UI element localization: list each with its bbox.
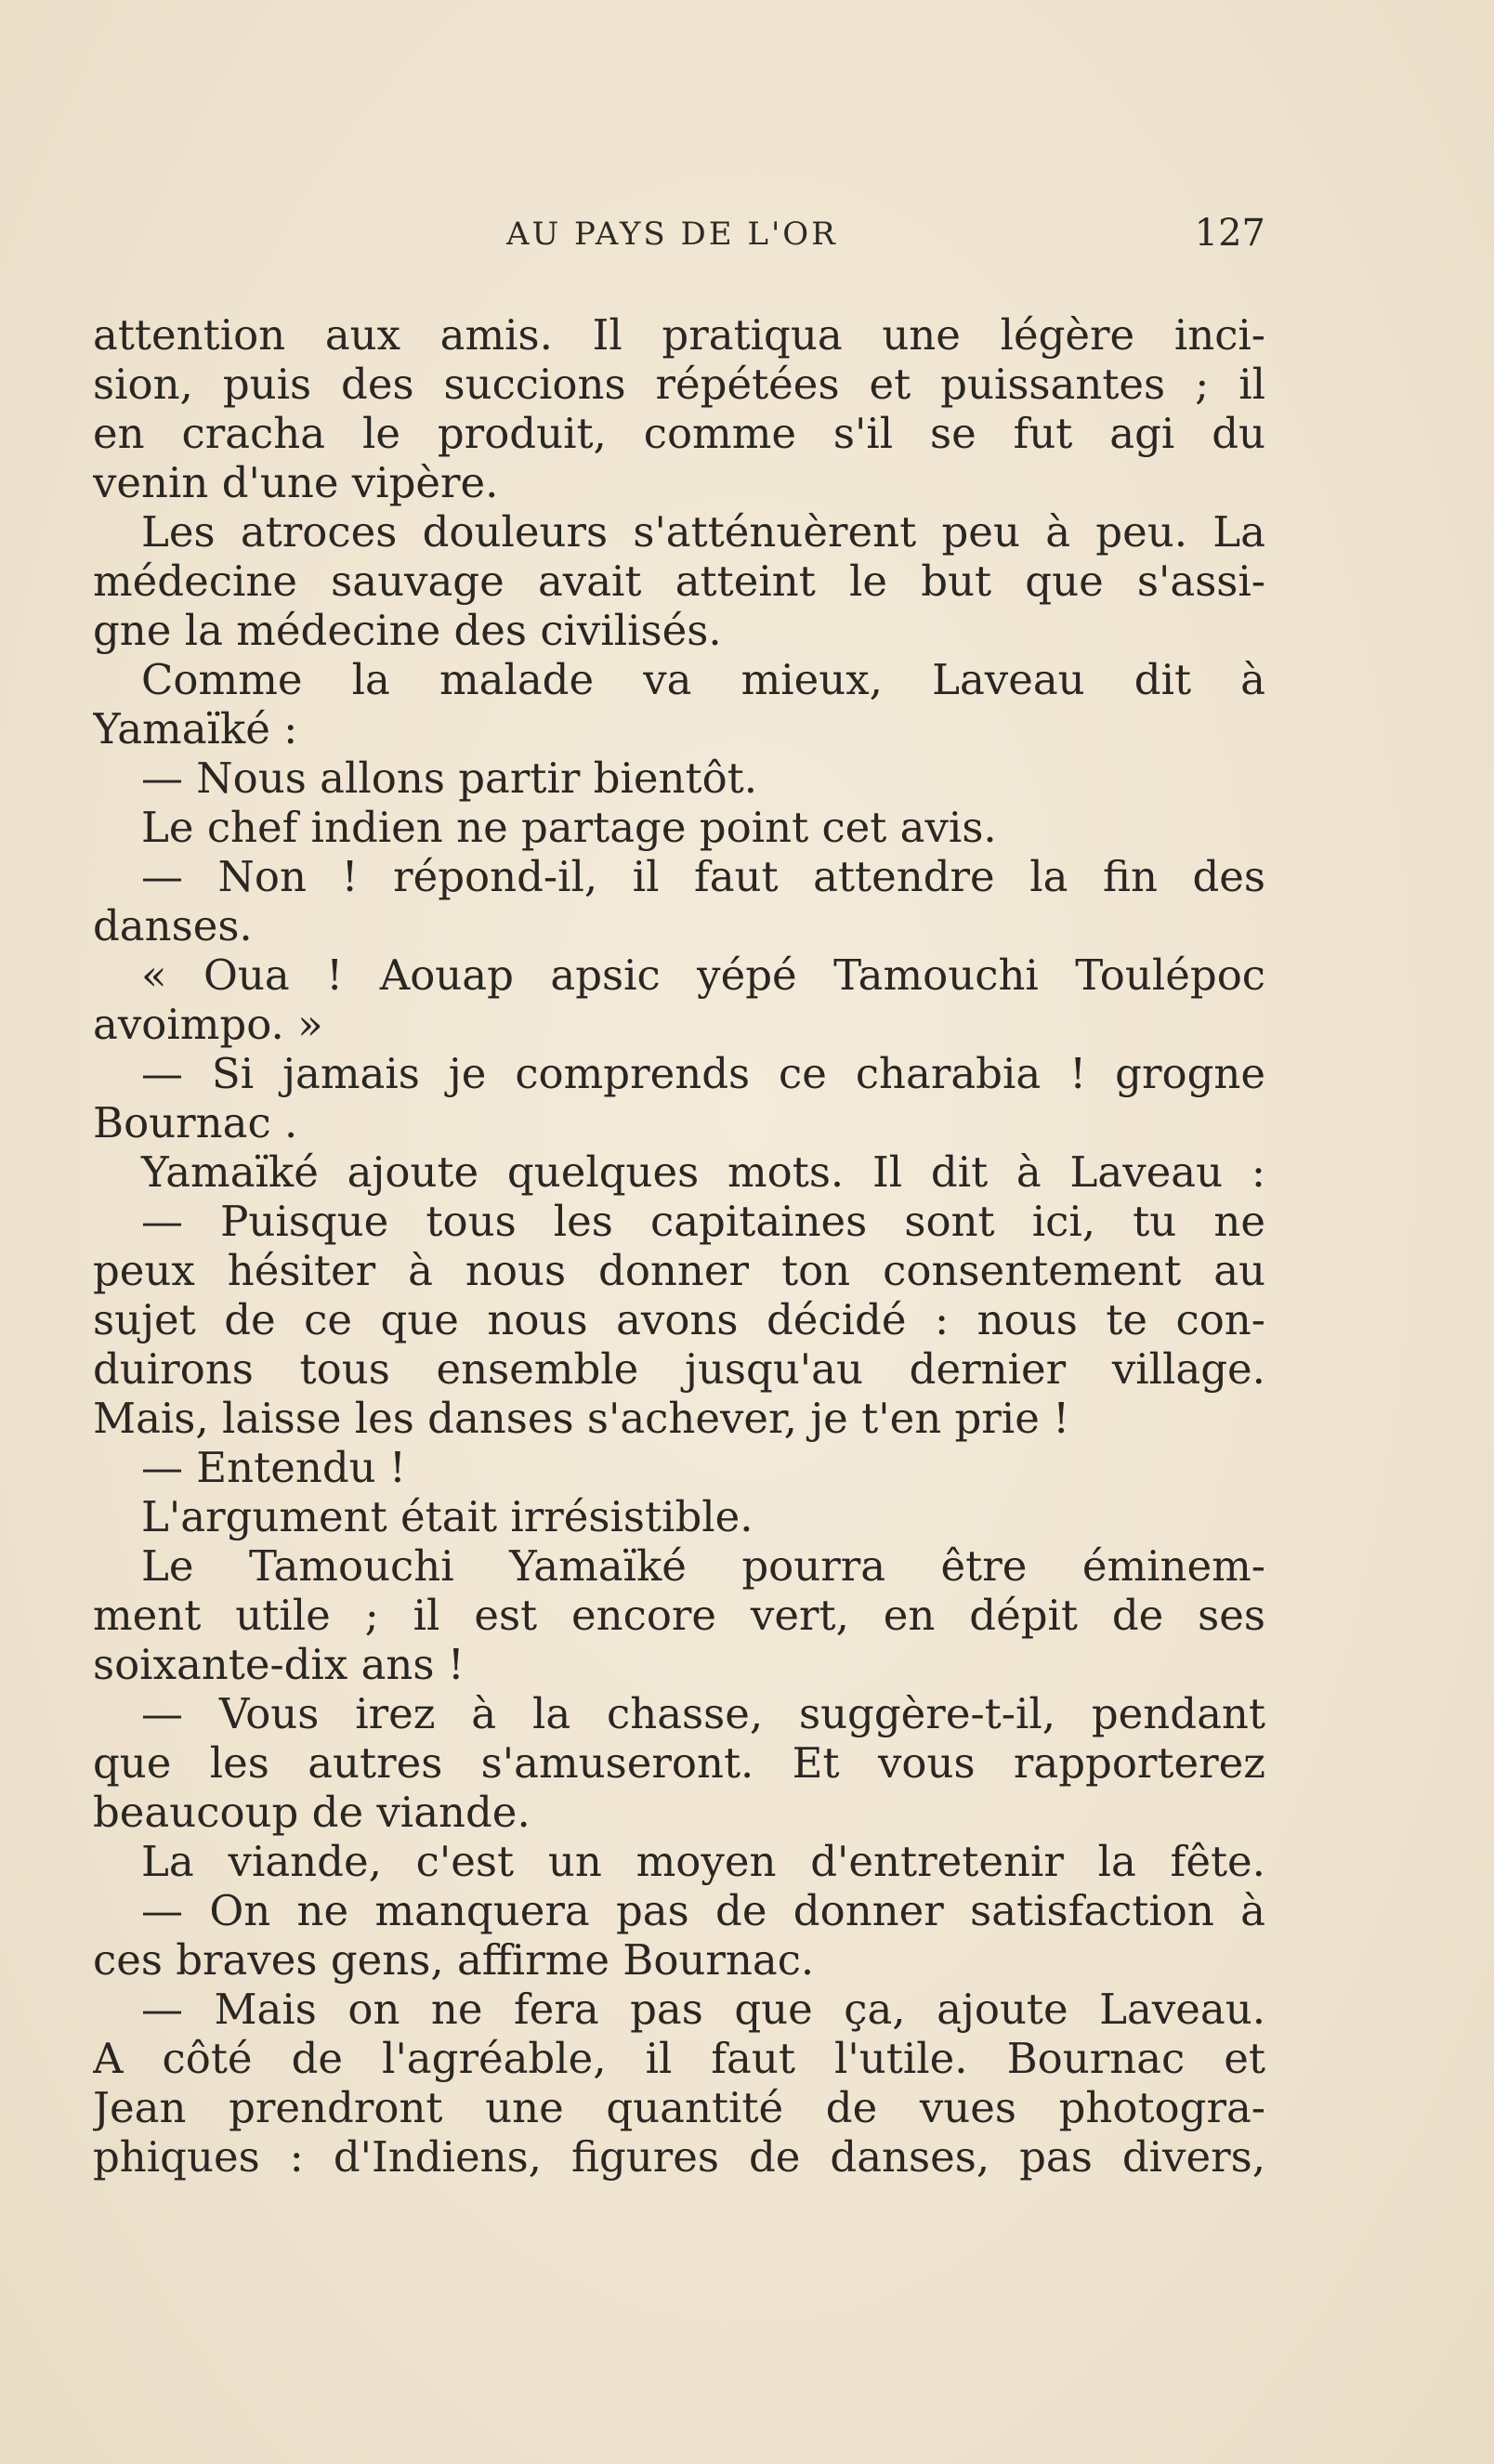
text-line: Yamaïké ajoute quelques mots. Il dit à Laveau : — [141, 1147, 1265, 1197]
text-line: — Nous allons partir bientôt. — [141, 754, 758, 803]
text-line: L'argument était irrésistible. — [141, 1492, 754, 1541]
text-line: peux hésiter à nous donner ton consentement au — [93, 1246, 1265, 1295]
text-line: soixante-dix ans ! — [93, 1640, 465, 1689]
text-line: attention aux amis. Il pratiqua une légère inci- — [93, 310, 1265, 360]
text-line: — Puisque tous les capitaines sont ici, tu ne — [141, 1197, 1265, 1246]
text-line: gne la médecine des civilisés. — [93, 606, 722, 655]
text-line: — Mais on ne fera pas que ça, ajoute Laveau. — [141, 1985, 1265, 2034]
text-line: Yamaïké : — [93, 704, 298, 754]
page-header — [93, 212, 1265, 268]
body-text — [93, 310, 1265, 2182]
text-line: phiques : d'Indiens, figures de danses, pas divers, — [93, 2132, 1265, 2182]
text-line: avoimpo. » — [93, 1000, 323, 1049]
text-line: que les autres s'amuseront. Et vous rapporterez — [93, 1738, 1265, 1788]
text-line: Le chef indien ne partage point cet avis. — [141, 803, 997, 852]
text-line: Les atroces douleurs s'atténuèrent peu à peu. La — [141, 507, 1265, 557]
text-line: sujet de ce que nous avons décidé : nous te con- — [93, 1295, 1265, 1344]
text-line: — Vous irez à la chasse, suggère-t-il, pendant — [141, 1689, 1265, 1738]
text-line: Le Tamouchi Yamaïké pourra être éminem- — [141, 1541, 1265, 1591]
running-title: AU PAYS DE L'OR — [506, 216, 838, 253]
text-line: en cracha le produit, comme s'il se fut agi du — [93, 409, 1265, 458]
text-line: Jean prendront une quantité de vues photogra- — [93, 2083, 1265, 2132]
text-line: — Si jamais je comprends ce charabia ! grogne — [141, 1049, 1265, 1098]
text-line: sion, puis des succions répétées et puissantes ; il — [93, 360, 1265, 409]
text-line: beaucoup de viande. — [93, 1788, 531, 1837]
text-line: ment utile ; il est encore vert, en dépit de ses — [93, 1591, 1265, 1640]
text-line: duirons tous ensemble jusqu'au dernier village. — [93, 1344, 1265, 1394]
text-line: — Non ! répond-il, il faut attendre la fin des — [141, 852, 1265, 901]
text-line: venin d'une vipère. — [93, 458, 499, 507]
text-line: — On ne manquera pas de donner satisfaction à — [141, 1886, 1265, 1935]
page-number: 127 — [1194, 212, 1265, 255]
text-line: médecine sauvage avait atteint le but que s'assi- — [93, 557, 1265, 606]
text-line: danses. — [93, 901, 253, 950]
text-line: Comme la malade va mieux, Laveau dit à — [141, 655, 1265, 704]
text-line: — Entendu ! — [141, 1443, 407, 1492]
text-line: Mais, laisse les danses s'achever, je t'en prie ! — [93, 1394, 1070, 1443]
text-line: ces braves gens, affirme Bournac. — [93, 1935, 815, 1985]
text-line: « Oua ! Aouap apsic yépé Tamouchi Toulépoc — [141, 950, 1265, 1000]
text-line: La viande, c'est un moyen d'entretenir la fête. — [141, 1837, 1265, 1886]
text-line: A côté de l'agréable, il faut l'utile. Bournac et — [93, 2034, 1265, 2083]
text-line: Bournac . — [93, 1098, 298, 1147]
